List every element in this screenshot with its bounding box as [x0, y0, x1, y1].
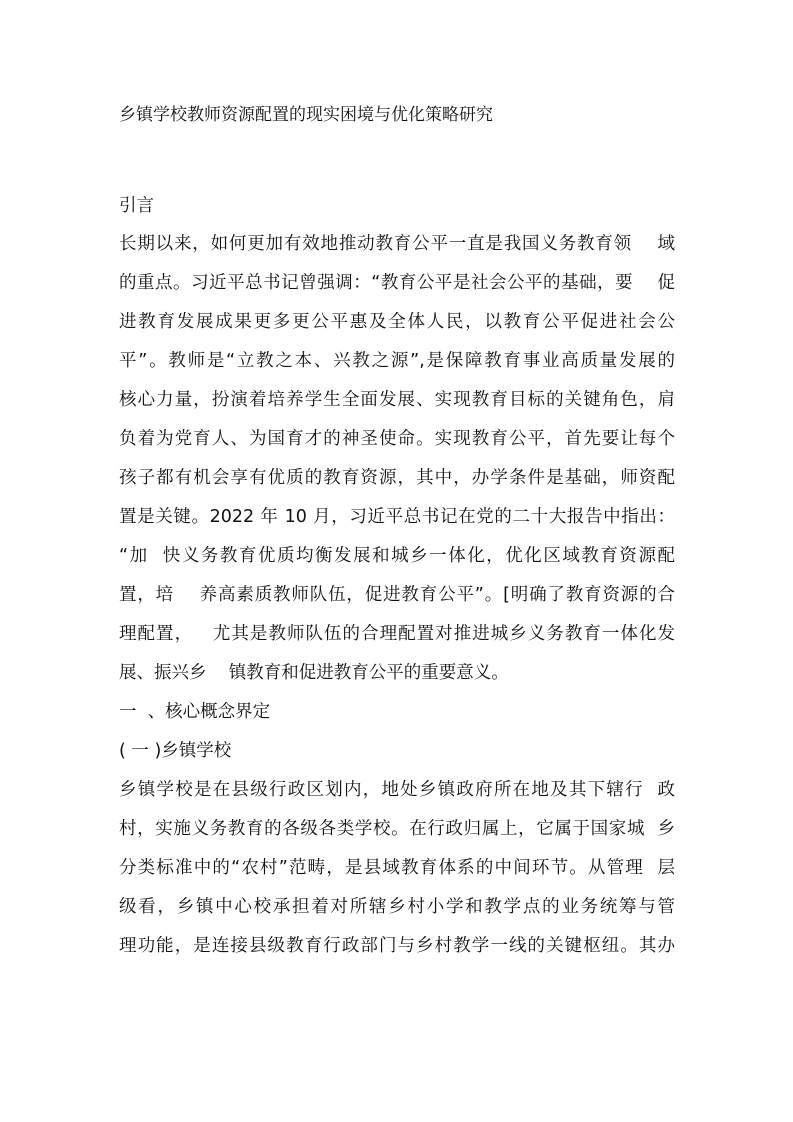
paragraph-line: 级看，乡镇中心校承担着对所辖乡村小学和教学点的业务统筹与管 — [119, 897, 675, 917]
paragraph-line: 乡镇学校是在县级行政区划内，地处乡镇政府所在地及其下辖行 政 — [119, 780, 675, 800]
paragraph-line: 理功能，是连接县级教育行政部门与乡村教学一线的关键枢纽。其办 — [119, 936, 675, 956]
subsection-heading-township-schools: ( 一 )乡镇学校 — [119, 741, 232, 761]
paragraph-line: 孩子都有机会享有优质的教育资源，其中，办学条件是基础，师资配 — [119, 468, 675, 488]
paragraph-line: 进教育发展成果更多更公平惠及全体人民，以教育公平促进社会公 — [119, 312, 675, 332]
paragraph-line: 核心力量，扮演着培养学生全面发展、实现教育目标的关键角色，肩 — [119, 390, 675, 410]
paragraph-line: 展、振兴乡 镇教育和促进教育公平的重要意义。 — [119, 663, 509, 683]
section-heading-core-concepts: 一 、核心概念界定 — [119, 702, 271, 722]
paragraph-line: 长期以来，如何更加有效地推动教育公平一直是我国义务教育领 域 — [119, 234, 675, 254]
paragraph-line: 的重点。习近平总书记曾强调：“教育公平是社会公平的基础，要 促 — [119, 273, 675, 293]
paragraph-line: 置，培 养高素质教师队伍，促进教育公平”。[明确了教育资源的合 — [119, 585, 675, 605]
paragraph-line: 平”。教师是“立教之本、兴教之源”,是保障教育事业高质量发展的 — [119, 351, 675, 371]
paragraph-line: 负着为党育人、为国育才的神圣使命。实现教育公平，首先要让每个 — [119, 429, 675, 449]
paragraph-line: 理配置， 尤其是教师队伍的合理配置对推进城乡义务教育一体化发 — [119, 624, 675, 644]
section-heading-introduction: 引言 — [119, 196, 154, 216]
paragraph-line: 分类标准中的“农村”范畴，是县域教育体系的中间环节。从管理 层 — [119, 858, 675, 878]
paragraph-line: 置是关键。2022 年 10 月，习近平总书记在党的二十大报告中指出： — [119, 507, 675, 527]
document-title: 乡镇学校教师资源配置的现实困境与优化策略研究 — [119, 105, 493, 125]
paragraph-line: “加 快义务教育优质均衡发展和城乡一体化，优化区域教育资源配 — [119, 546, 675, 566]
paragraph-line: 村，实施义务教育的各级各类学校。在行政归属上，它属于国家城 乡 — [119, 819, 675, 839]
